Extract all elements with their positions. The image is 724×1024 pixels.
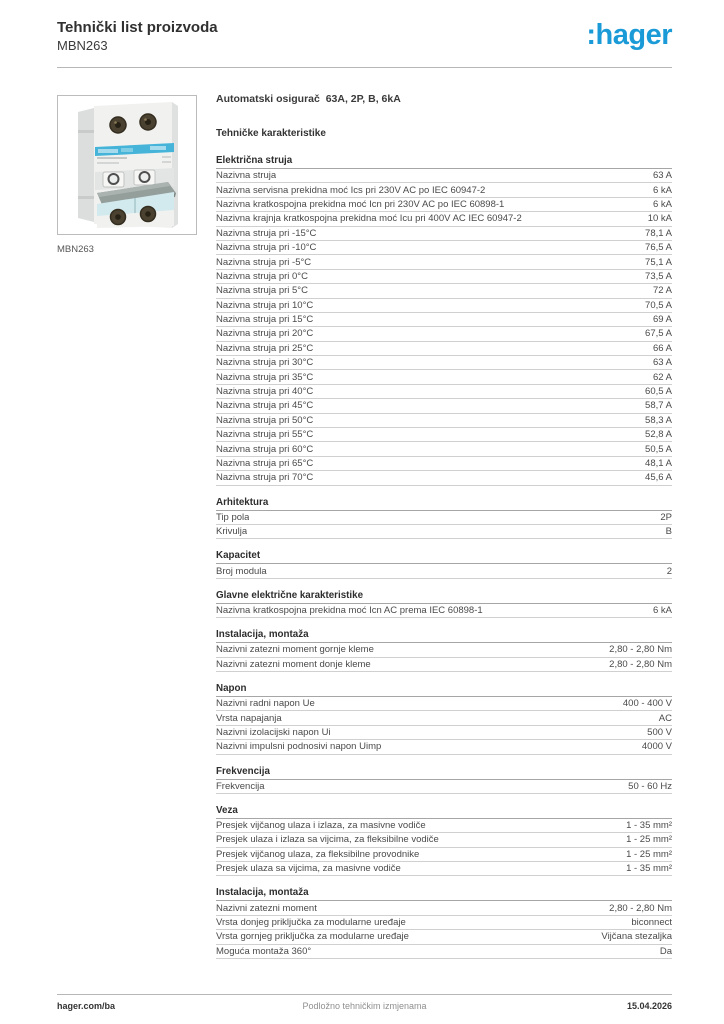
section-title: Električna struja [216,153,672,169]
spec-label: Nazivni zatezni moment donje kleme [216,658,371,670]
spec-value: 1 - 35 mm² [626,820,672,832]
spec-value: 2,80 - 2,80 Nm [609,644,672,656]
spec-label: Nazivna servisna prekidna moć Ics pri 230V AC po IEC 60947-2 [216,184,486,196]
spec-row [216,299,672,313]
section-title: Glavne električne karakteristike [216,588,672,604]
spec-value: 50,5 A [645,443,672,455]
spec-section [216,885,672,959]
section-title: Frekvencija [216,764,672,780]
header-divider [57,67,672,68]
spec-row [216,945,672,959]
spec-label: Nazivna struja pri 55°C [216,429,314,441]
spec-row [216,643,672,657]
spec-value: 69 A [652,314,672,326]
spec-value: 1 - 25 mm² [626,848,672,860]
spec-value: 2,80 - 2,80 Nm [609,658,672,670]
spec-row [216,212,672,226]
hager-logo: :hager [586,19,672,51]
spec-value: 6 kA [652,604,672,616]
spec-row [216,169,672,183]
spec-label: Nazivna struja pri 70°C [216,472,314,484]
spec-row [216,356,672,370]
page-footer [57,1001,672,1011]
product-image-column [57,88,197,255]
spec-value: 76,5 A [645,242,672,254]
date: 15.04.2026 [626,1001,672,1011]
spec-value: 67,5 A [645,328,672,340]
spec-section [216,548,672,578]
spec-value: 60,5 A [645,386,672,398]
spec-section [216,764,672,794]
spec-value: 10 kA [647,213,672,225]
spec-label: Vrsta donjeg priključka za modularne uređaje [216,917,406,929]
spec-label: Nazivna struja pri 25°C [216,342,314,354]
spec-row [216,270,672,284]
spec-value: 1 - 35 mm² [626,863,672,875]
spec-row [216,342,672,356]
spec-row [216,604,672,618]
specifications-column [216,88,672,959]
spec-label: Nazivna struja pri 60°C [216,443,314,455]
spec-label: Nazivna struja pri 20°C [216,328,314,340]
circuit-breaker-illustration [58,96,196,234]
image-caption: MBN263 [57,244,94,255]
spec-row [216,255,672,269]
page-header [57,19,672,54]
disclaimer-text: Podložno tehničkim izmjenama [302,1001,427,1011]
spec-label: Nazivna struja pri 10°C [216,299,314,311]
spec-row [216,471,672,485]
spec-label: Nazivni impulsni podnosivi napon Uimp [216,741,382,753]
spec-label: Broj modula [216,565,267,577]
spec-value: 50 - 60 Hz [628,780,672,792]
spec-value: B [665,526,672,538]
spec-value: 6 kA [652,198,672,210]
spec-label: Nazivna struja pri -15°C [216,227,317,239]
spec-label: Tip pola [216,511,250,523]
spec-value: Da [659,945,672,957]
spec-label: Nazivni zatezni moment [216,902,317,914]
section-title: Kapacitet [216,548,672,564]
spec-value: 4000 V [641,741,672,753]
spec-row [216,198,672,212]
spec-value: 6 kA [652,184,672,196]
spec-value: 62 A [652,371,672,383]
spec-label: Nazivni izolacijski napon Ui [216,726,331,738]
spec-section [216,681,672,755]
spec-label: Nazivna krajnja kratkospojna prekidna moć Icu pri 400V AC IEC 60947-2 [216,213,522,225]
content-area [57,88,672,959]
spec-row [216,930,672,944]
spec-row [216,442,672,456]
spec-label: Presjek vijčanog ulaza i izlaza, za masivne vodiče [216,820,426,832]
spec-value: 500 V [647,726,672,738]
spec-label: Nazivna struja pri 30°C [216,357,314,369]
section-title: Instalacija, montaža [216,885,672,901]
spec-row [216,819,672,833]
spec-value: 73,5 A [645,270,672,282]
spec-value: 63 A [652,357,672,369]
spec-label: Nazivna struja pri 15°C [216,314,314,326]
spec-sections [216,153,672,959]
spec-row [216,525,672,539]
spec-label: Krivulja [216,526,248,538]
section-title: Napon [216,681,672,697]
spec-row [216,399,672,413]
product-reference: MBN263 [57,38,108,53]
spec-row [216,313,672,327]
hager-url: hager.com/ba [57,1001,116,1011]
spec-value: Vijčana stezaljka [601,931,672,943]
spec-label: Presjek ulaza i izlaza sa vijcima, za fleksibilne vodiče [216,834,439,846]
spec-row [216,385,672,399]
spec-label: Nazivna struja pri 45°C [216,400,314,412]
spec-value: 58,3 A [645,414,672,426]
spec-label: Nazivna struja [216,170,277,182]
spec-row [216,428,672,442]
spec-row [216,726,672,740]
spec-label: Nazivna struja pri 5°C [216,285,308,297]
spec-row [216,241,672,255]
spec-row [216,780,672,794]
spec-value: 2P [660,511,672,523]
spec-value: 400 - 400 V [622,698,672,710]
spec-value: 63 A [652,170,672,182]
section-title: Instalacija, montaža [216,627,672,643]
characteristics-heading: Tehničke karakteristike [216,128,326,139]
spec-section [216,627,672,672]
product-image [57,95,197,235]
spec-section [216,588,672,618]
section-title: Veza [216,803,672,819]
spec-row [216,284,672,298]
spec-section [216,153,672,486]
product-heading: Automatski osigurač 63A, 2P, B, 6kA [216,93,401,105]
spec-section [216,495,672,540]
spec-value: 1 - 25 mm² [626,834,672,846]
spec-row [216,901,672,915]
spec-value: 75,1 A [645,256,672,268]
spec-label: Nazivna struja pri -10°C [216,242,317,254]
spec-row [216,227,672,241]
spec-value: 70,5 A [645,299,672,311]
spec-value: 45,6 A [645,472,672,484]
spec-label: Moguća montaža 360° [216,945,312,957]
spec-value: 58,7 A [645,400,672,412]
spec-label: Nazivna struja pri 0°C [216,270,308,282]
section-title: Arhitektura [216,495,672,511]
spec-row [216,457,672,471]
footer-divider [57,994,672,995]
spec-section [216,803,672,877]
spec-label: Nazivna kratkospojna prekidna moć Icn pri 230V AC po IEC 60898-1 [216,198,505,210]
spec-row [216,833,672,847]
spec-row [216,564,672,578]
spec-row [216,327,672,341]
spec-label: Nazivni zatezni moment gornje kleme [216,644,374,656]
page-title: Tehnički list proizvoda [57,19,218,36]
spec-value: 2 [666,565,672,577]
spec-label: Nazivna struja pri 40°C [216,386,314,398]
spec-row [216,511,672,525]
spec-value: AC [658,712,672,724]
spec-value: 48,1 A [645,458,672,469]
spec-row [216,183,672,197]
spec-label: Nazivni radni napon Ue [216,698,315,710]
spec-label: Nazivna struja pri -5°C [216,256,312,268]
spec-row [216,697,672,711]
spec-label: Nazivna kratkospojna prekidna moć Icn AC prema IEC 60898-1 [216,604,483,616]
spec-row [216,862,672,876]
spec-row [216,916,672,930]
spec-label: Frekvencija [216,780,265,792]
spec-label: Vrsta gornjeg priključka za modularne uređaje [216,931,409,943]
spec-value: 52,8 A [645,429,672,441]
spec-value: 72 A [652,285,672,297]
spec-value: biconnect [631,917,672,929]
spec-row [216,711,672,725]
spec-label: Vrsta napajanja [216,712,282,724]
spec-label: Nazivna struja pri 65°C [216,458,314,469]
spec-row [216,848,672,862]
spec-label: Presjek ulaza sa vijcima, za masivne vodiče [216,863,401,875]
spec-label: Nazivna struja pri 35°C [216,371,314,383]
spec-label: Presjek vijčanog ulaza, za fleksibilne provodnike [216,848,420,860]
spec-value: 2,80 - 2,80 Nm [609,902,672,914]
spec-row [216,658,672,672]
spec-row [216,740,672,754]
spec-row [216,414,672,428]
spec-value: 66 A [652,342,672,354]
spec-row [216,370,672,384]
spec-value: 78,1 A [645,227,672,239]
spec-label: Nazivna struja pri 50°C [216,414,314,426]
